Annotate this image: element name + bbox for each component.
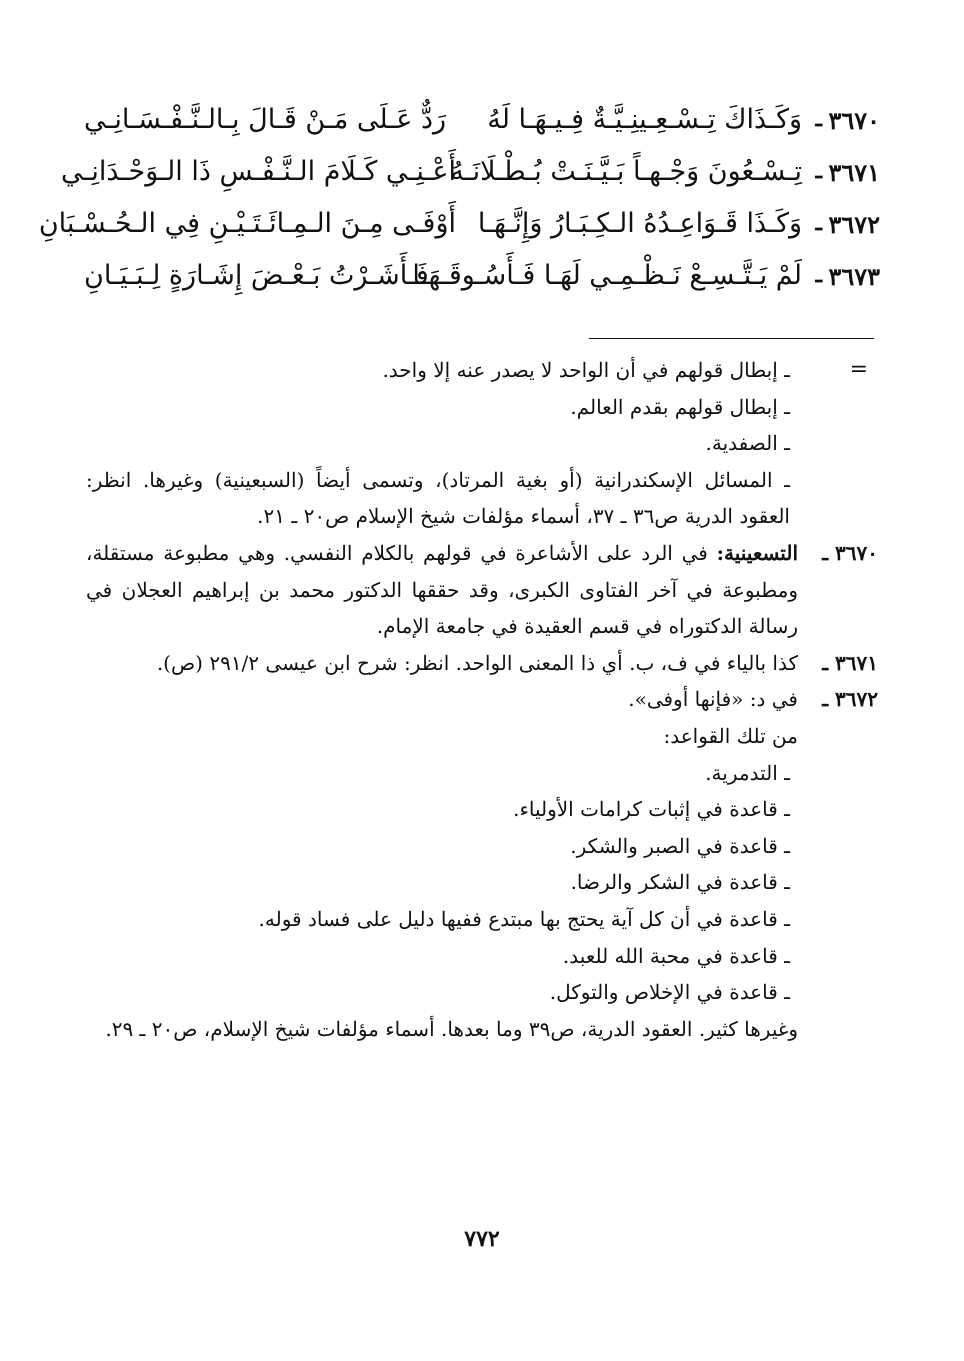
list-item: ـ قاعدة في الإخلاص والتوكل. [549,980,790,1005]
list-item: ـ قاعدة في أن كل آية يحتج بها مبتدع ففيها دليل على فساد قوله. [258,906,790,931]
footnote-separator [589,338,874,339]
list-item: ـ إبطال قولهم في أن الواحد لا يصدر عنه إلا واحد. [382,358,790,382]
footnotes [86,352,878,1047]
footnote-3670 [86,535,878,645]
footnote-keyword: التسعينية: [716,540,798,565]
list-item: ـ التدمرية. [705,760,790,785]
verse-second-hemistich: أَعْـنِـي كَـلَامَ الـنَّـفْـسِ ذَا الـوَحْـدَانِـي [60,156,456,187]
verse-first-hemistich: وَكَـذَا قَـوَاعِـدُهُ الـكِـبَـارُ وَإِنَّـهَـا [477,208,802,239]
verse-3673: ٣٦٧٣ ـ لَمْ يَـتَّـسِـعْ نَـظْـمِـي لَهَـا فَـأَسُـوقَـهَـا فَـأَشَـرْتُ بَـعْـضَ إِشَـارَةٍ لِـبَـيَـانِ [84,260,880,291]
verse-3671: ٣٦٧١ ـ تِـسْـعُونَ وَجْـهـاً بَـيَّـنَـتْ بُـطْـلَانَـهُ أَعْـنِـي كَـلَامَ الـنَّـفْـسِ ذَا الـوَحْـدَانِـي [60,156,880,187]
footnote-number: ٣٦٧١ ـ [822,650,878,675]
continued-footnote [86,352,878,535]
footnote-number: ٣٦٧٠ ـ [822,540,878,565]
list-item: ـ الصفدية. [705,431,790,456]
verse-second-hemistich: رَدٌّ عَـلَى مَـنْ قَـالَ بِـالـنَّـفْـسَـانِـي [84,104,447,135]
footnote-text: في د: «فإنها أوفى». [628,687,798,712]
verse-first-hemistich: تِـسْـعُونَ وَجْـهـاً بَـيَّـنَـتْ بُـطْـلَانَـهُ [450,156,802,187]
list-item: ـ إبطال قولهم بقدم العالم. [570,394,790,419]
verse-3670: ٣٦٧٠ ـ وَكَـذَاكَ تِـسْـعِـينِـيَّـةٌ فِـيـهَـا لَهُ رَدٌّ عَـلَى مَـنْ قَـالَ بِـالـنَّـفْـسَـانِـي [84,104,880,135]
list-item: ـ قاعدة في إثبات كرامات الأولياء. [513,797,790,822]
footnote-number: ٣٦٧٢ ـ [822,687,878,712]
footnote-closing: وغيرها كثير. العقود الدرية، ص٣٩ وما بعدها. أسماء مؤلفات شيخ الإسلام، ص٢٠ ـ ٢٩. [105,1016,798,1041]
footnote-3671 [86,645,878,682]
continuation-mark: = [849,357,868,382]
footnote-text: كذا بالياء في ف، ب. أي ذا المعنى الواحد. انظر: شرح ابن عيسى ٢٩١/٢ (ص). [156,650,798,675]
list-item: ـ قاعدة في الشكر والرضا. [570,870,790,895]
verse-second-hemistich: فَـأَشَـرْتُ بَـعْـضَ إِشَـارَةٍ لِـبَـيَـانِ [84,260,429,291]
verse-first-hemistich: وَكَـذَاكَ تِـسْـعِـينِـيَّـةٌ فِـيـهَـا لَهُ [487,104,802,135]
footnote-3672 [86,681,878,1047]
list-item: ـ قاعدة في محبة الله للعبد. [562,943,790,968]
page-number: ٧٧٢ [464,1226,500,1252]
list-item: ـ المسائل الإسكندرانية (أو بغية المرتاد)، وتسمى أيضاً (السبعينية) وغيرها. انظر: العقود الدرية ص٣٦ ـ ٣٧، أسماء مؤلفات شيخ الإسلام ص٢٠ ـ ٢١. [86,467,790,529]
verse-first-hemistich: لَمْ يَـتَّـسِـعْ نَـظْـمِـي لَهَـا فَـأَسُـوقَـهَـا [412,260,802,291]
verse-second-hemistich: أَوْفَـى مِـنَ الـمِـائَـتَـيْـنِ فِي الـحُـسْـبَانِ [38,208,456,239]
poem-block [38,100,880,308]
verse-number: ٣٦٧٠ [828,106,880,135]
verse-3672: ٣٦٧٢ ـ وَكَـذَا قَـوَاعِـدُهُ الـكِـبَـارُ وَإِنَّـهَـا أَوْفَـى مِـنَ الـمِـائَـتَـيْـنِ فِي الـحُـسْـبَانِ [38,208,880,239]
list-item: ـ قاعدة في الصبر والشكر. [570,833,790,858]
verse-number: ٣٦٧٢ [828,210,880,239]
verse-number: ٣٦٧٣ [828,262,880,291]
footnote-text: في الرد على الأشاعرة في قولهم بالكلام النفسي. وهي مطبوعة مستقلة، ومطبوعة في آخر الفتاوى الكبرى، وقد حققها الدكتور محمد بن إبراهيم العجلان في رسالة الدكتوراه في قسم العقيدة في جامعة الإمام. [86,540,798,639]
verse-number: ٣٦٧١ [828,158,880,187]
footnote-intro: من تلك القواعد: [663,723,798,748]
